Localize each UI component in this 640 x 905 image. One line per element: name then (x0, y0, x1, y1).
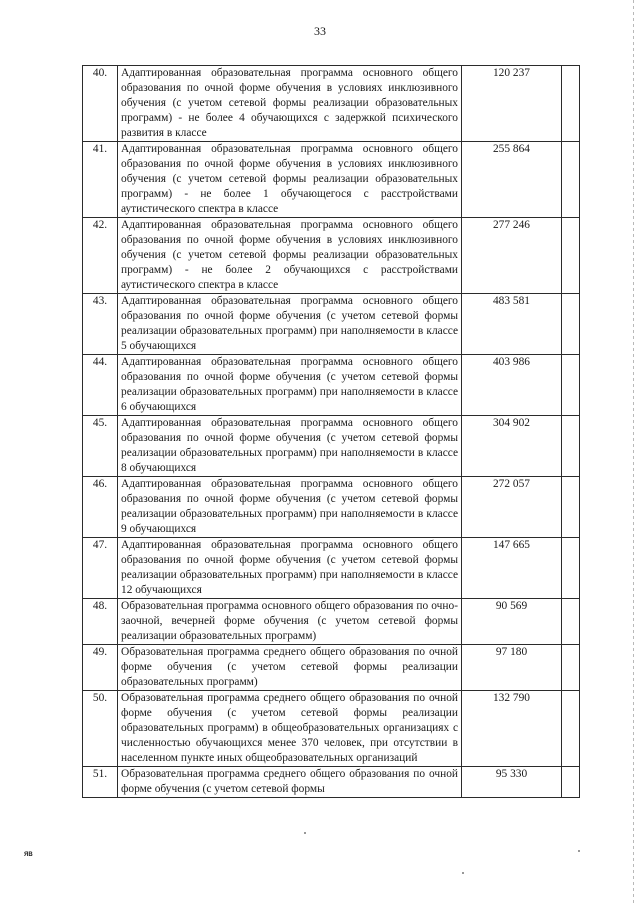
program-name: Образовательная программа среднего общего образования по очной форме обучения (с учетом сетевой формы реализации образовательных программ) (118, 645, 462, 691)
empty-cell (562, 66, 580, 142)
table-row (83, 645, 580, 691)
empty-cell (562, 477, 580, 538)
row-number: 40. (83, 66, 118, 142)
program-name: Адаптированная образовательная программа основного общего образования по очной форме обучения в условиях инклюзивного обучения (с учетом сетевой формы реализации образовательных программ) - не более 1 обучающегося с расстройствами аутистического спектра в классе (118, 142, 462, 218)
table-row (83, 66, 580, 142)
empty-cell (562, 218, 580, 294)
table-row (83, 416, 580, 477)
cost-value: 97 180 (462, 645, 562, 691)
cost-value: 304 902 (462, 416, 562, 477)
program-name: Образовательная программа основного общего образования по очно-заочной, вечерней форме обучения (с учетом сетевой формы реализации образовательных программ) (118, 599, 462, 645)
empty-cell (562, 599, 580, 645)
empty-cell (562, 355, 580, 416)
table-row (83, 218, 580, 294)
cost-value: 403 986 (462, 355, 562, 416)
program-name: Адаптированная образовательная программа основного общего образования по очной форме обучения (с учетом сетевой формы реализации образовательных программ) при наполняемости в классе 8 обучающихся (118, 416, 462, 477)
table-row (83, 599, 580, 645)
footer-initials: ЯВ (24, 852, 33, 858)
cost-value: 483 581 (462, 294, 562, 355)
scan-speck (578, 850, 580, 852)
cost-value: 120 237 (462, 66, 562, 142)
cost-value: 95 330 (462, 767, 562, 798)
program-name: Адаптированная образовательная программа основного общего образования по очной форме обучения в условиях инклюзивного обучения (с учетом сетевой формы реализации образовательных программ) - не более 2 обучающихся с расстройствами аутистического спектра в классе (118, 218, 462, 294)
scan-speck (462, 872, 464, 874)
empty-cell (562, 691, 580, 767)
program-name: Адаптированная образовательная программа основного общего образования по очной форме обучения в условиях инклюзивного обучения (с учетом сетевой формы реализации образовательных программ) - не более 4 обучающихся с задержкой психического развития в классе (118, 66, 462, 142)
cost-value: 255 864 (462, 142, 562, 218)
table-row (83, 142, 580, 218)
program-name: Адаптированная образовательная программа основного общего образования по очной форме обучения (с учетом сетевой формы реализации образовательных программ) при наполняемости в классе 12 обучающихся (118, 538, 462, 599)
empty-cell (562, 767, 580, 798)
table-row (83, 477, 580, 538)
cost-value: 147 665 (462, 538, 562, 599)
table-row (83, 767, 580, 798)
empty-cell (562, 294, 580, 355)
row-number: 49. (83, 645, 118, 691)
cost-value: 277 246 (462, 218, 562, 294)
scan-speck (304, 832, 306, 834)
row-number: 50. (83, 691, 118, 767)
empty-cell (562, 416, 580, 477)
cost-value: 90 569 (462, 599, 562, 645)
empty-cell (562, 142, 580, 218)
table-row (83, 691, 580, 767)
program-name: Адаптированная образовательная программа основного общего образования по очной форме обучения (с учетом сетевой формы реализации образовательных программ) при наполняемости в классе 9 обучающихся (118, 477, 462, 538)
row-number: 42. (83, 218, 118, 294)
program-name: Образовательная программа среднего общего образования по очной форме обучения (с учетом сетевой формы реализации образовательных программ) в общеобразовательных организациях с численностью обучающихся менее 370 человек, при отсутствии в населенном пункте иных общеобразовательных организаций (118, 691, 462, 767)
scan-edge (633, 0, 634, 905)
row-number: 48. (83, 599, 118, 645)
table-row (83, 294, 580, 355)
program-name: Адаптированная образовательная программа основного общего образования по очной форме обучения (с учетом сетевой формы реализации образовательных программ) при наполняемости в классе 5 обучающихся (118, 294, 462, 355)
cost-value: 132 790 (462, 691, 562, 767)
program-name: Образовательная программа среднего общего образования по очной форме обучения (с учетом сетевой формы (118, 767, 462, 798)
cost-value: 272 057 (462, 477, 562, 538)
tariff-table-grid (82, 65, 580, 798)
tariff-table (82, 65, 579, 798)
row-number: 44. (83, 355, 118, 416)
row-number: 43. (83, 294, 118, 355)
table-row (83, 538, 580, 599)
row-number: 46. (83, 477, 118, 538)
table-row (83, 355, 580, 416)
row-number: 41. (83, 142, 118, 218)
program-name: Адаптированная образовательная программа основного общего образования по очной форме обучения (с учетом сетевой формы реализации образовательных программ) при наполняемости в классе 6 обучающихся (118, 355, 462, 416)
page-number: 33 (314, 24, 326, 38)
empty-cell (562, 538, 580, 599)
empty-cell (562, 645, 580, 691)
row-number: 45. (83, 416, 118, 477)
row-number: 47. (83, 538, 118, 599)
row-number: 51. (83, 767, 118, 798)
